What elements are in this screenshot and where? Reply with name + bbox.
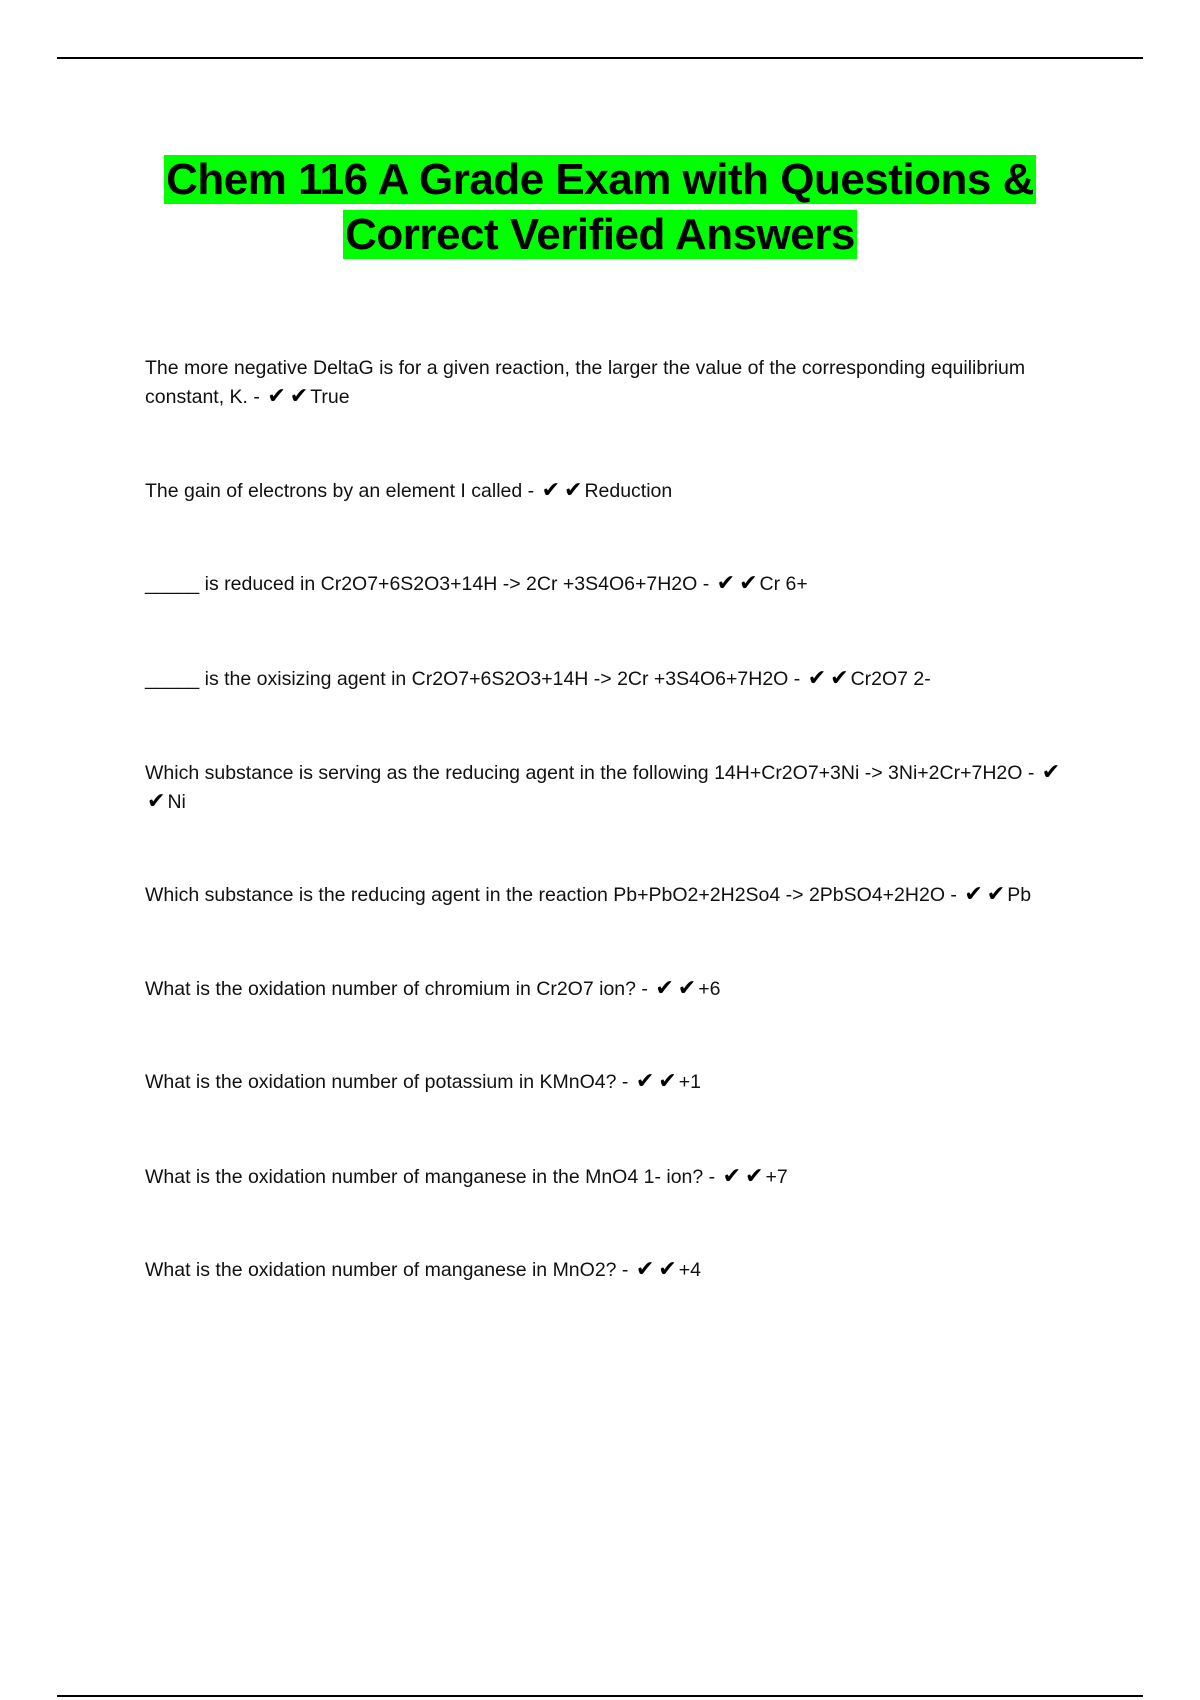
answer-text: Ni <box>167 791 186 813</box>
checkmark-icon: ✔ <box>267 384 286 409</box>
answer-text: Cr 6+ <box>759 573 808 595</box>
answer-text: +1 <box>678 1071 701 1093</box>
qa-item <box>145 881 1080 910</box>
footer-rule <box>57 1695 1143 1697</box>
qa-item <box>145 354 1080 412</box>
checkmark-icon: ✔ <box>1041 760 1061 785</box>
qa-item <box>145 975 1080 1004</box>
checkmark-icon: ✔ <box>635 1257 655 1282</box>
answer-text: +7 <box>765 1166 788 1188</box>
answer-text: Cr2O7 2- <box>850 668 931 690</box>
checkmark-icon: ✔ <box>289 384 309 409</box>
answer-text: True <box>310 386 350 408</box>
checkmark-icon: ✔ <box>658 1257 677 1282</box>
title-line-1: Chem 116 A Grade Exam with Questions & <box>166 155 1034 204</box>
checkmark-icon: ✔ <box>830 666 849 691</box>
qa-item <box>145 477 1080 506</box>
checkmark-icon: ✔ <box>658 1069 677 1094</box>
question-text: What is the oxidation number of potassium in KMnO4? - <box>145 1071 629 1093</box>
qa-item <box>145 1068 1080 1097</box>
question-text: What is the oxidation number of chromium in Cr2O7 ion? - <box>145 978 648 1000</box>
answer-text: Pb <box>1007 884 1032 906</box>
question-text: _____ is reduced in Cr2O7+6S2O3+14H -> 2Cr +3S4O6+7H2O - <box>145 573 710 595</box>
checkmark-icon: ✔ <box>745 1164 764 1189</box>
question-text: The more negative DeltaG is for a given reaction, the larger the value of the corresponding equilibrium constant, K. - <box>145 357 1026 408</box>
question-text: Which substance is the reducing agent in the reaction Pb+PbO2+2H2So4 -> 2PbSO4+2H2O - <box>145 884 957 906</box>
checkmark-icon: ✔ <box>564 478 583 503</box>
qa-item <box>145 665 1080 694</box>
answer-text: +4 <box>678 1259 701 1281</box>
checkmark-icon: ✔ <box>147 789 166 814</box>
title-line-2: Correct Verified Answers <box>345 210 855 259</box>
qa-item <box>145 1163 1080 1192</box>
qa-item <box>145 759 1080 817</box>
checkmark-icon: ✔ <box>635 1069 655 1094</box>
checkmark-icon: ✔ <box>655 976 674 1001</box>
answer-text: Reduction <box>584 480 673 502</box>
question-text: Which substance is serving as the reducing agent in the following 14H+Cr2O7+3Ni -> 3Ni+2Cr+7H2O - <box>145 762 1035 784</box>
answer-text: +6 <box>698 978 721 1000</box>
checkmark-icon: ✔ <box>716 571 736 596</box>
checkmark-icon: ✔ <box>541 478 560 503</box>
qa-item <box>145 1256 1080 1285</box>
qa-item <box>145 570 1080 599</box>
question-text: What is the oxidation number of manganese in MnO2? - <box>145 1259 629 1281</box>
checkmark-icon: ✔ <box>807 666 827 691</box>
header-rule <box>57 57 1143 59</box>
question-text: The gain of electrons by an element I called - <box>145 480 535 502</box>
question-text: _____ is the oxisizing agent in Cr2O7+6S2O3+14H -> 2Cr +3S4O6+7H2O - <box>145 668 801 690</box>
question-text: What is the oxidation number of manganese in the MnO4 1- ion? - <box>145 1166 716 1188</box>
checkmark-icon: ✔ <box>986 882 1006 907</box>
checkmark-icon: ✔ <box>739 571 758 596</box>
checkmark-icon: ✔ <box>722 1164 742 1189</box>
checkmark-icon: ✔ <box>677 976 697 1001</box>
page-title <box>0 152 1200 262</box>
checkmark-icon: ✔ <box>964 882 983 907</box>
